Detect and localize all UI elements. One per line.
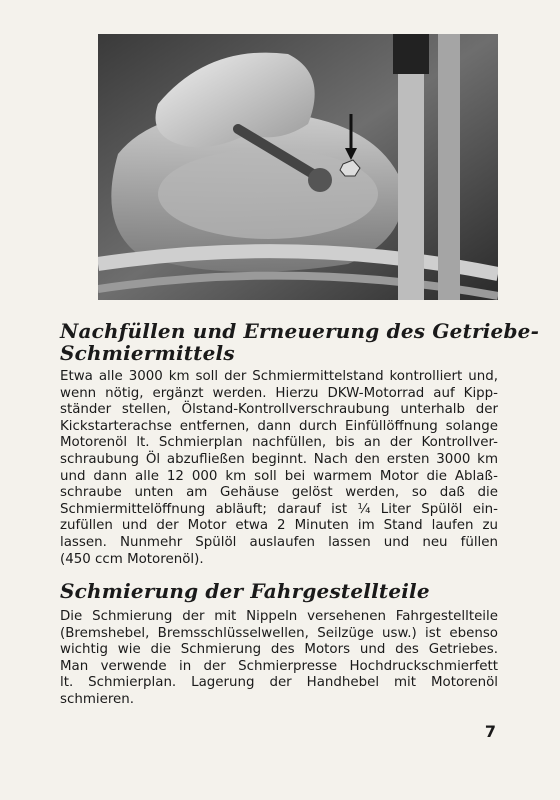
section-heading-chassis-lubrication: Schmierung der Fahrgestellteile (60, 579, 430, 603)
paragraph-gear-oil (60, 369, 498, 568)
photo-illustration (98, 34, 498, 300)
text-line: Etwa alle 3000 km soll der Schmiermittelstand kontrolliert und, (60, 369, 498, 384)
text-line: Man verwende in der Schmierpresse Hochdruckschmierfett (60, 658, 498, 674)
text-line: lt. Schmierplan. Lagerung der Handhebel mit Motorenöl (60, 675, 498, 691)
paragraph-chassis-lubrication (60, 609, 498, 709)
text-line: und dann alle 12 000 km soll bei warmem Motor die Ablaß- (60, 468, 498, 484)
page-number: 7 (484, 722, 496, 741)
text-line: Motorenöl lt. Schmierplan nachfüllen, bis an der Kontrollver- (60, 435, 498, 451)
text-line: Schmiermittelöffnung abläuft; darauf ist ¼ Liter Spülöl ein- (60, 501, 498, 517)
section-heading-gear-oil (60, 320, 539, 364)
text-line: schmieren. (60, 691, 135, 707)
text-line: lassen. Nunmehr Spülöl auslaufen lassen und neu füllen (60, 534, 498, 550)
text-line: wenn nötig, ergänzt werden. Hierzu DKW-Motorrad auf Kipp- (60, 385, 498, 401)
text-line: Kickstarterachse entfernen, dann durch Einfüllöffnung solange (60, 418, 498, 434)
text-line: wichtig wie die Schmierung des Motors und des Getriebes. (60, 642, 498, 658)
heading-line: Schmiermittels (60, 341, 235, 365)
text-line: (Bremshebel, Bremsschlüsselwellen, Seilzüge usw.) ist ebenso (60, 625, 498, 641)
text-line: (450 ccm Motorenöl). (60, 551, 204, 567)
text-line: ständer stellen, Ölstand-Kontrollverschraubung unterhalb der (60, 402, 498, 418)
heading-line: Nachfüllen und Erneuerung des Getriebe- (60, 319, 540, 343)
text-line: Die Schmierung der mit Nippeln versehenen Fahrgestellteile (60, 609, 498, 624)
text-line: zufüllen und der Motor etwa 2 Minuten im Stand laufen zu (60, 518, 498, 534)
text-line: schraube unten am Gehäuse gelöst werden, so daß die (60, 485, 498, 501)
text-line: schraubung Öl abzufließen beginnt. Nach den ersten 3000 km (60, 451, 498, 467)
motorcycle-gearbox-photo (98, 34, 498, 300)
